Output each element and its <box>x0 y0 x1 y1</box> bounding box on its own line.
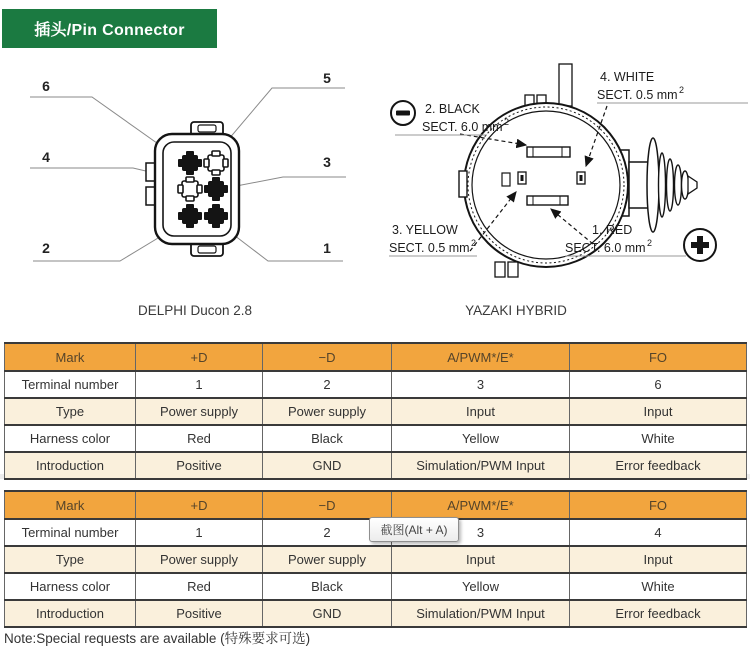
screenshot-tooltip <box>369 517 459 542</box>
cell: 1 <box>136 371 263 398</box>
cell: 2 <box>263 371 392 398</box>
section-header <box>2 9 217 48</box>
label-yellow-line1: 3. YELLOW <box>392 223 458 237</box>
cell: GND <box>263 600 392 627</box>
row-label: Introduction <box>5 600 136 627</box>
cell: Red <box>136 573 263 600</box>
cell: Input <box>570 546 747 573</box>
row-label: Harness color <box>5 573 136 600</box>
cell: Power supply <box>263 398 392 425</box>
header-cell: −D <box>263 343 392 371</box>
label-red-line2: SECT. 6.0 mm <box>565 241 646 255</box>
header-cell: A/PWM*/E* <box>392 343 570 371</box>
cell: 2 <box>263 519 392 546</box>
pin-table-yazaki <box>4 490 747 628</box>
row-label: Terminal number <box>5 519 136 546</box>
table-row <box>5 425 747 452</box>
table-row <box>5 398 747 425</box>
label-black-line1: 2. BLACK <box>425 102 480 116</box>
pin-number-3: 3 <box>323 154 331 170</box>
table-row <box>5 491 747 519</box>
cell: Power supply <box>263 546 392 573</box>
connector-diagrams <box>0 50 750 302</box>
row-label: Terminal number <box>5 371 136 398</box>
row-label: Type <box>5 546 136 573</box>
cell: Red <box>136 425 263 452</box>
table-row <box>5 371 747 398</box>
pin-number-1: 1 <box>323 240 331 256</box>
label-yellow-line2: SECT. 0.5 mm <box>389 241 470 255</box>
header-cell: A/PWM*/E* <box>392 491 570 519</box>
cell: 6 <box>570 371 747 398</box>
cell: Positive <box>136 452 263 479</box>
label-yellow-sup: 2 <box>471 238 477 248</box>
pin-number-4: 4 <box>42 149 50 165</box>
cell: 1 <box>136 519 263 546</box>
header-cell: +D <box>136 491 263 519</box>
label-white-line1: 4. WHITE <box>600 70 655 84</box>
caption-delphi: DELPHI Ducon 2.8 <box>137 303 253 318</box>
cell: Black <box>263 573 392 600</box>
cell: Input <box>570 398 747 425</box>
label-white-line2: SECT. 0.5 mm <box>597 88 678 102</box>
screenshot-tooltip-text: 截图(Alt + A) <box>380 523 448 537</box>
pin-table-delphi <box>4 342 747 480</box>
caption-yazaki: YAZAKI HYBRID <box>465 303 567 318</box>
label-black-sup: 2 <box>504 117 510 127</box>
section-title: 插头/Pin Connector <box>34 22 185 39</box>
cell: Simulation/PWM Input <box>392 452 570 479</box>
header-cell: FO <box>570 491 747 519</box>
header-cell: −D <box>263 491 392 519</box>
cell: White <box>570 573 747 600</box>
cell: GND <box>263 452 392 479</box>
table-row <box>5 573 747 600</box>
label-red-sup: 2 <box>647 238 653 248</box>
row-label: Introduction <box>5 452 136 479</box>
header-cell: FO <box>570 343 747 371</box>
row-label: Type <box>5 398 136 425</box>
cell: 3 <box>392 519 570 546</box>
cell: Power supply <box>136 546 263 573</box>
row-label: Harness color <box>5 425 136 452</box>
yazaki-connector-diagram <box>389 64 748 277</box>
delphi-connector-diagram <box>30 70 346 261</box>
pin-number-5: 5 <box>323 70 331 86</box>
cell: 3 <box>392 371 570 398</box>
pin-number-6: 6 <box>42 78 50 94</box>
cell: Black <box>263 425 392 452</box>
cell: Power supply <box>136 398 263 425</box>
cell: Input <box>392 398 570 425</box>
header-cell: Mark <box>5 343 136 371</box>
header-cell: Mark <box>5 491 136 519</box>
table-row <box>5 343 747 371</box>
pin-number-2: 2 <box>42 240 50 256</box>
cell: Yellow <box>392 573 570 600</box>
label-white-sup: 2 <box>679 85 685 95</box>
cell: Simulation/PWM Input <box>392 600 570 627</box>
label-red-line1: 1. RED <box>592 223 633 237</box>
label-black-line2: SECT. 6.0 mm <box>422 120 503 134</box>
plus-polarity-icon <box>684 229 716 261</box>
cell: Error feedback <box>570 600 747 627</box>
note-text: Note:Special requests are available (特殊要求可选) <box>4 631 311 646</box>
cell: White <box>570 425 747 452</box>
cell: Yellow <box>392 425 570 452</box>
minus-polarity-icon <box>391 101 415 125</box>
cell: 4 <box>570 519 747 546</box>
table-row <box>5 546 747 573</box>
table-row <box>5 600 747 627</box>
table-row <box>5 452 747 479</box>
cell: Positive <box>136 600 263 627</box>
cell: Input <box>392 546 570 573</box>
cell: Error feedback <box>570 452 747 479</box>
header-cell: +D <box>136 343 263 371</box>
